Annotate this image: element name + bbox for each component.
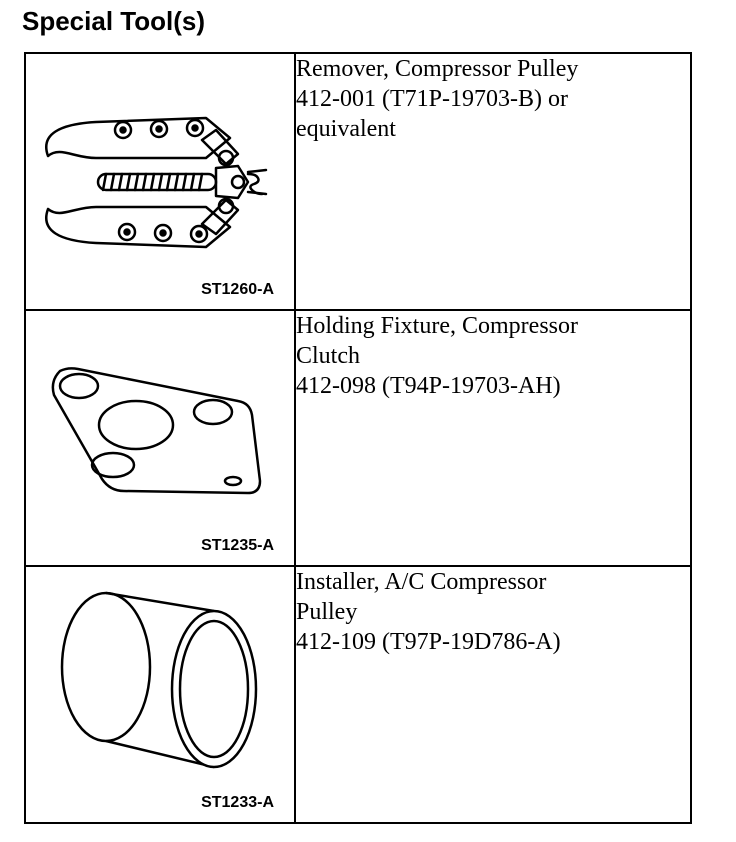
tool-description (295, 310, 691, 566)
tool-illustration-cell (25, 310, 295, 566)
tool-row-installer (25, 566, 691, 823)
tool-code: ST1233-A (201, 794, 274, 811)
installer-sleeve-icon (26, 567, 294, 824)
tool-illustration-cell (25, 53, 295, 310)
tool-name-line: Remover, Compressor Pulley (296, 56, 579, 82)
tool-name-line-continued: Clutch (296, 343, 360, 369)
tool-description (295, 566, 691, 823)
special-tools-table (24, 52, 692, 824)
tool-number-line: 412-109 (T97P-19D786-A) (296, 629, 561, 655)
tool-name-line-continued: Pulley (296, 599, 358, 625)
tool-number-line: 412-001 (T71P-19703-B) or (296, 86, 568, 112)
page-heading: Special Tool(s) (22, 6, 205, 36)
tool-description (295, 53, 691, 310)
tool-row-remover (25, 53, 691, 310)
tool-code: ST1235-A (201, 537, 274, 554)
holding-fixture-plate-icon (26, 311, 294, 567)
tool-name-line: Holding Fixture, Compressor (296, 313, 578, 339)
tool-illustration-cell (25, 566, 295, 823)
tool-row-holding-fixture (25, 310, 691, 566)
tool-number-line: 412-098 (T94P-19703-AH) (296, 373, 561, 399)
tool-name-line: Installer, A/C Compressor (296, 569, 547, 595)
tool-note-line: equivalent (296, 116, 396, 142)
gear-puller-icon (26, 54, 294, 311)
tool-code: ST1260-A (201, 281, 274, 298)
